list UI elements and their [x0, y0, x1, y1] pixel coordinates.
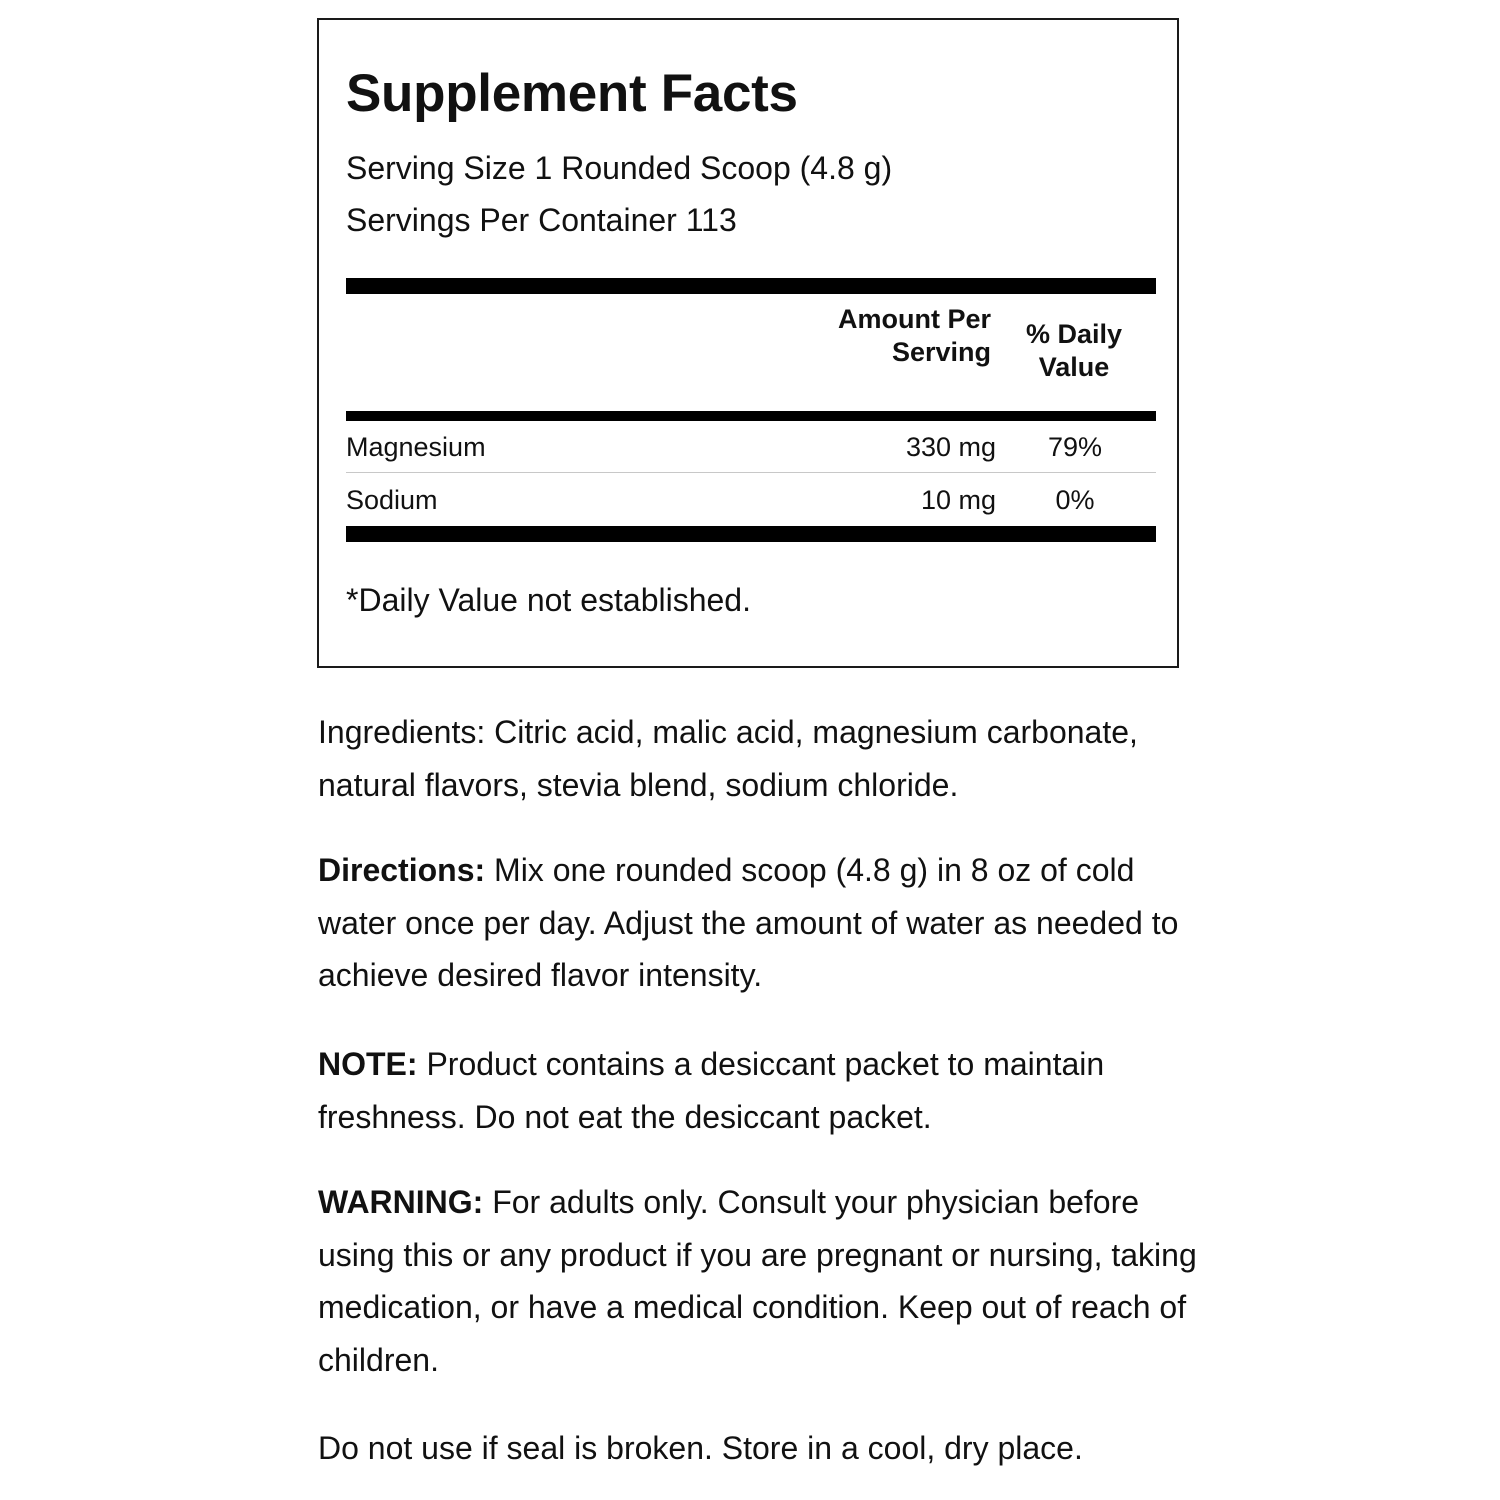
- serving-size: Serving Size 1 Rounded Scoop (4.8 g): [346, 150, 893, 186]
- daily-value-footnote: *Daily Value not established.: [346, 582, 751, 618]
- servings-per-container: Servings Per Container 113: [346, 202, 737, 238]
- nutrient-amount: 330 mg: [905, 432, 996, 462]
- note-paragraph: [318, 1038, 1198, 1143]
- amount-per-serving-header: Amount Per Serving: [837, 304, 991, 367]
- warning-text: For adults only. Consult your physician before using this or any product if you are pregnant or nursing, taking medication, or have a medical condition. Keep out of reach of children.: [318, 1184, 1197, 1378]
- warning-paragraph: [318, 1176, 1198, 1386]
- nutrient-row-magnesium: [346, 421, 1156, 473]
- nutrient-name: Sodium: [346, 485, 438, 515]
- note-text: Product contains a desiccant packet to maintain freshness. Do not eat the desiccant packet.: [318, 1046, 1105, 1135]
- supplement-facts-panel: [317, 18, 1179, 668]
- storage-text: Do not use if seal is broken. Store in a cool, dry place.: [318, 1430, 1083, 1466]
- nutrient-name: Magnesium: [346, 432, 486, 462]
- header-divider: [346, 411, 1156, 421]
- bottom-thick-divider: [346, 526, 1156, 542]
- directions-text: Mix one rounded scoop (4.8 g) in 8 oz of cold water once per day. Adjust the amount of water as needed to achieve desired flavor intensity.: [318, 852, 1179, 993]
- warning-label: WARNING:: [318, 1184, 484, 1220]
- note-label: NOTE:: [318, 1046, 418, 1082]
- nutrient-daily-value: 79%: [1047, 432, 1103, 462]
- facts-title: Supplement Facts: [346, 64, 798, 123]
- nutrient-amount: 10 mg: [920, 485, 996, 515]
- top-thick-divider: [346, 278, 1156, 294]
- nutrient-daily-value: 0%: [1055, 485, 1095, 515]
- ingredients-text: Ingredients: Citric acid, malic acid, magnesium carbonate, natural flavors, stevia blend, sodium chloride.: [318, 714, 1138, 803]
- daily-value-header: % Daily Value: [1025, 319, 1123, 382]
- nutrient-row-sodium: [346, 474, 1156, 526]
- directions-label: Directions:: [318, 852, 486, 888]
- directions-paragraph: [318, 844, 1198, 1002]
- row-divider: [346, 472, 1156, 473]
